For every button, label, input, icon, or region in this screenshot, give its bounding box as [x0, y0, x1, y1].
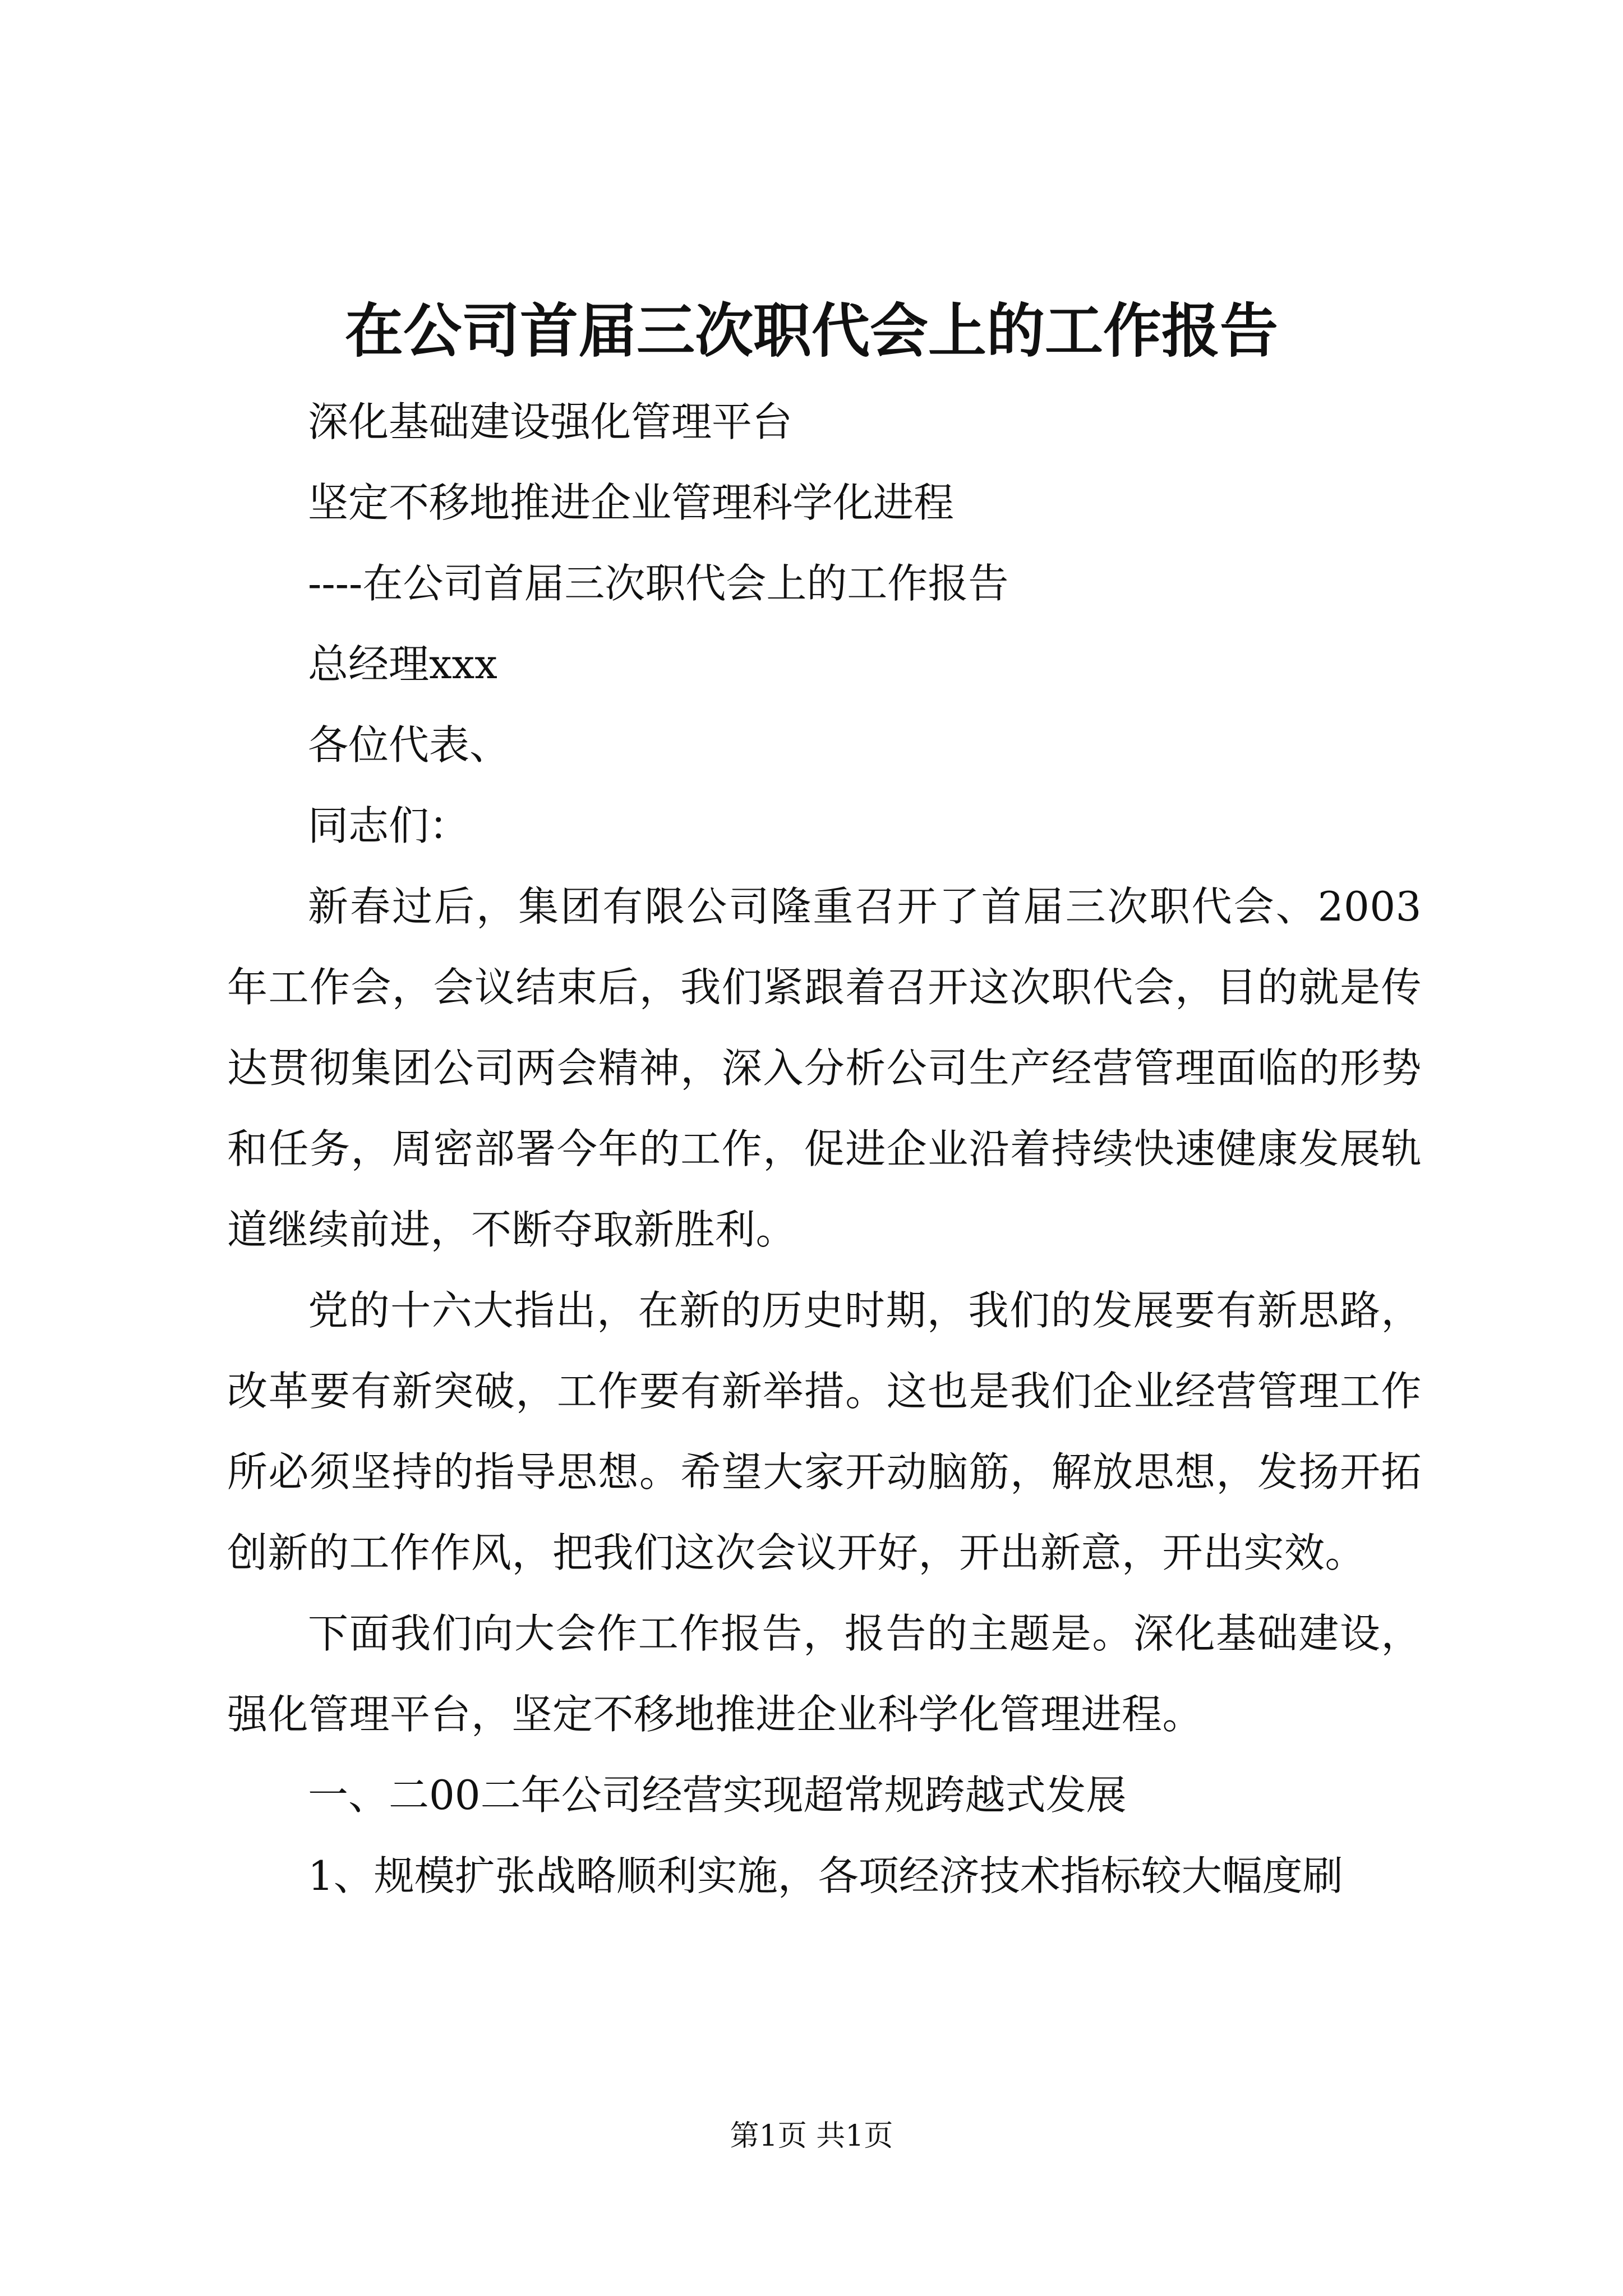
section-heading: 一、二00二年公司经营实现超常规跨越式发展: [308, 1772, 1127, 1819]
subtitle-line: 深化基础建设强化管理平台: [308, 398, 793, 445]
body-paragraph: 党的十六大指出，在新的历史时期，我们的发展要有新思路，改革要有新突破，工作要有新举措。这也是我们企业经营管理工作所必须坚持的指导思想。希望大家开动脑筋，解放思想，发扬开拓创新的工作作风，把我们这次会议开好，开出新意，开出实效。: [227, 1287, 1422, 1576]
document-body: [227, 381, 1422, 1916]
salutation-line: 各位代表、: [308, 721, 510, 769]
body-paragraph: 下面我们向大会作工作报告，报告的主题是。深化基础建设，强化管理平台，坚定不移地推进企业科学化管理进程。: [227, 1610, 1422, 1738]
page-footer: 第1页 共1页: [730, 2119, 893, 2153]
document-title: 在公司首届三次职代会上的工作报告: [344, 296, 1278, 365]
subtitle-line: 坚定不移地推进企业管理科学化进程: [308, 479, 955, 526]
author-line: 总经理xxx: [308, 641, 497, 688]
subtitle-line: ----在公司首届三次职代会上的工作报告: [308, 560, 1009, 607]
body-line: 1、规模扩张战略顺利实施，各项经济技术指标较大幅度刷: [308, 1852, 1343, 1899]
salutation-line: 同志们：: [308, 802, 470, 849]
body-paragraph: 新春过后，集团有限公司隆重召开了首届三次职代会、2003年工作会，会议结束后，我们紧跟着召开这次职代会，目的就是传达贯彻集团公司两会精神，深入分析公司生产经营管理面临的形势和任务，周密部署今年的工作，促进企业沿着持续快速健康发展轨道继续前进，不断夺取新胜利。: [227, 883, 1422, 1253]
